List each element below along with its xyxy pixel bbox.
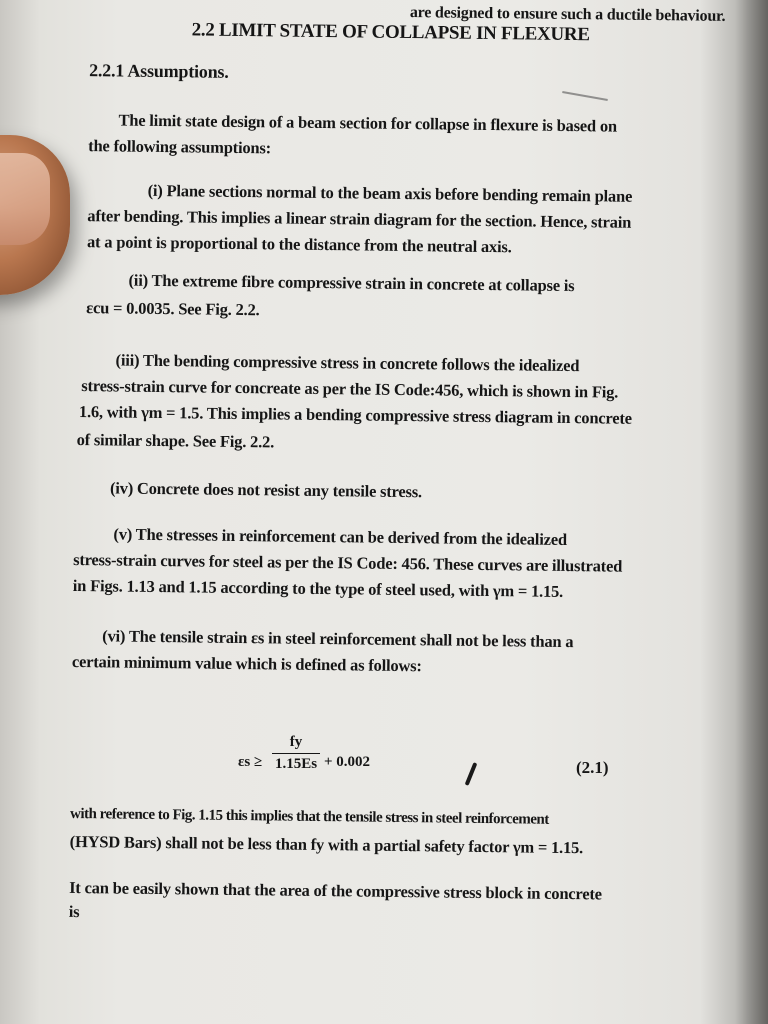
item-iii-line-4: of similar shape. See Fig. 2.2. xyxy=(76,429,275,452)
after-formula-line-2: (HYSD Bars) shall not be less than fy with a partial safety factor γm = 1.15. xyxy=(69,831,584,858)
intro-line-1: The limit state design of a beam section for collapse in flexure is based on xyxy=(118,110,618,136)
formula-fraction xyxy=(272,734,320,773)
last-paragraph-line-2: is xyxy=(68,901,80,922)
formula-denominator: 1.15Es xyxy=(274,756,318,772)
thumbnail-nail xyxy=(0,153,50,245)
item-i-line-3: at a point is proportional to the distance from the neutral axis. xyxy=(86,232,512,257)
item-iv-line-1: (iv) Concrete does not resist any tensile stress. xyxy=(109,478,423,502)
formula-rhs: + 0.002 xyxy=(324,754,371,770)
item-i-line-2: after bending. This implies a linear strain diagram for the section. Hence, strain xyxy=(87,206,632,232)
section-title: 2.2 LIMIT STATE OF COLLAPSE IN FLEXURE xyxy=(191,19,590,46)
item-v-line-2: stress-strain curves for steel as per the IS Code: 456. These curves are illustrated xyxy=(73,549,623,576)
subsection-title: 2.2.1 Assumptions. xyxy=(89,60,229,82)
item-vi-line-2: certain minimum value which is defined as follows: xyxy=(71,651,422,676)
page-fold-shadow xyxy=(735,0,768,1024)
after-formula-line-1: with reference to Fig. 1.15 this implies that the tensile stress in steel reinforcement xyxy=(69,805,549,828)
last-paragraph-line-1: It can be easily shown that the area of the compressive stress block in concrete xyxy=(69,877,602,904)
item-vi-line-1: (vi) The tensile strain εs in steel reinforcement shall not be less than a xyxy=(102,626,574,652)
item-iii-line-3: 1.6, with γm = 1.5. This implies a bending compressive stress diagram in concrete xyxy=(78,402,632,428)
item-ii-line-2: εcu = 0.0035. See Fig. 2.2. xyxy=(86,298,260,320)
item-v-line-1: (v) The stresses in reinforcement can be derived from the idealized xyxy=(113,524,567,549)
previous-text-fragment: are designed to ensure such a ductile behaviour. xyxy=(409,4,726,25)
item-iii-line-1: (iii) The bending compressive stress in concrete follows the idealized xyxy=(115,350,580,376)
equation-number: (2.1) xyxy=(576,758,609,777)
formula-lhs: εs ≥ xyxy=(238,754,263,770)
formula-numerator: fy xyxy=(272,734,320,754)
intro-line-2: the following assumptions: xyxy=(88,136,272,158)
item-i-line-1: (i) Plane sections normal to the beam axis before bending remain plane xyxy=(147,180,633,206)
item-iii-line-2: stress-strain curve for concreate as per the IS Code:456, which is shown in Fig. xyxy=(81,376,619,402)
item-v-line-3: in Figs. 1.13 and 1.15 according to the type of steel used, with γm = 1.15. xyxy=(72,575,564,601)
item-ii-line-1: (ii) The extreme fibre compressive strain in concrete at collapse is xyxy=(128,270,575,296)
